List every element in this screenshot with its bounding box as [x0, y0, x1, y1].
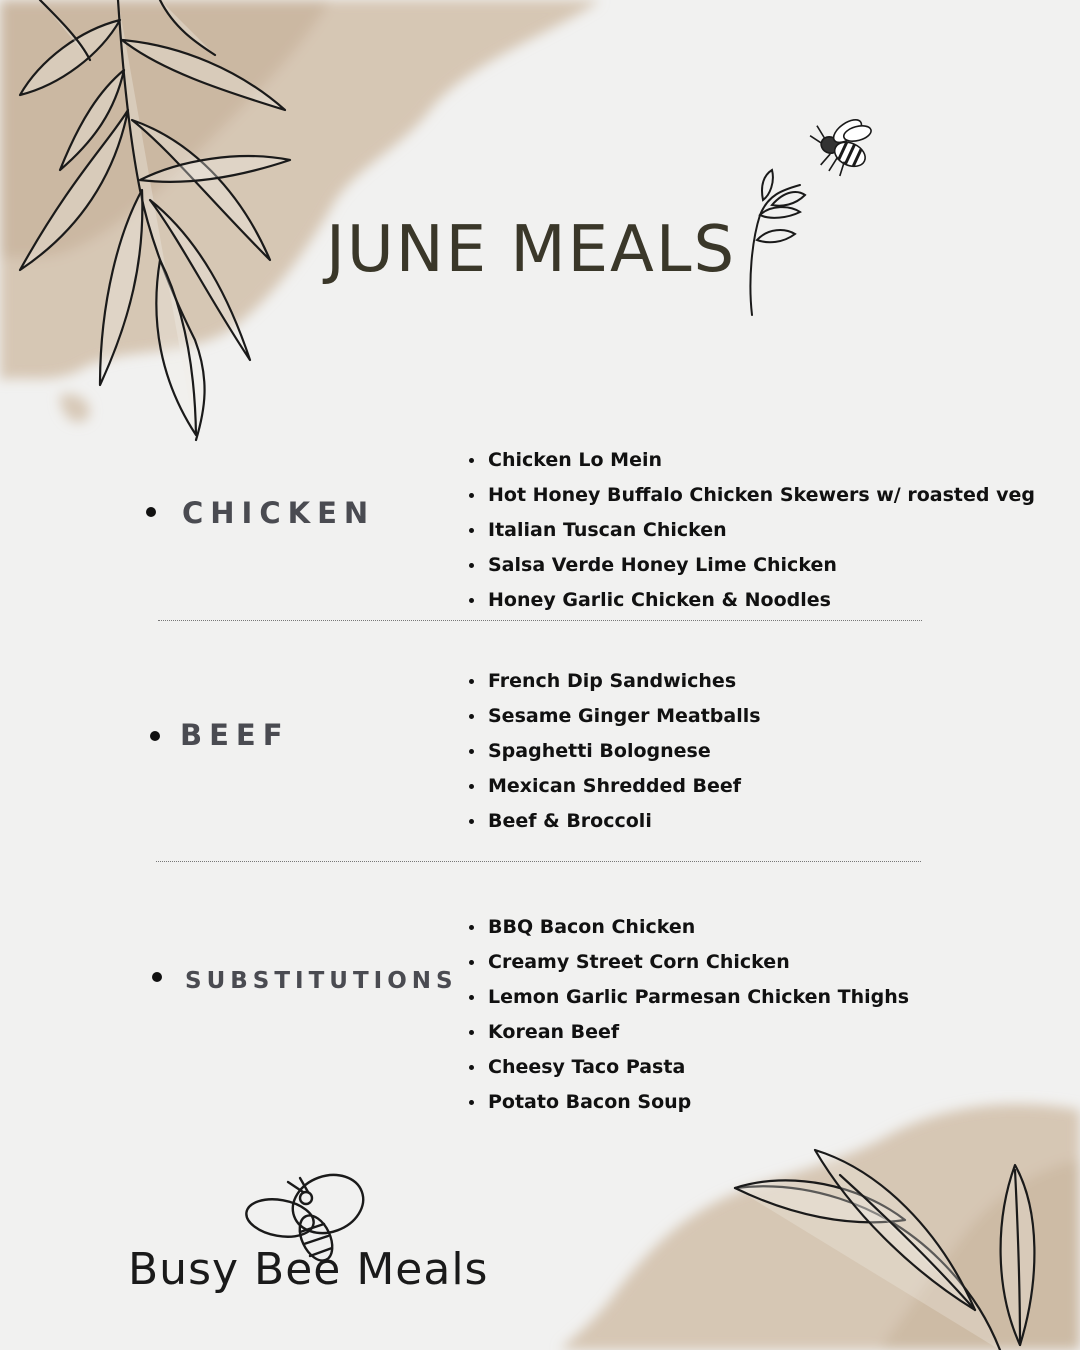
list-item: Hot Honey Buffalo Chicken Skewers w/ roasted veg [466, 478, 1035, 513]
page-title: JUNE MEALS [326, 213, 737, 287]
list-item: Italian Tuscan Chicken [466, 513, 1035, 548]
brand-logo [128, 1166, 489, 1306]
list-item: Chicken Lo Mein [466, 443, 1035, 478]
list-item: Honey Garlic Chicken & Noodles [466, 583, 1035, 618]
list-item: Mexican Shredded Beef [466, 769, 761, 804]
list-item: Spaghetti Bolognese [466, 734, 761, 769]
brand-name: Busy Bee Meals [128, 1244, 489, 1295]
list-item: Cheesy Taco Pasta [466, 1050, 909, 1085]
list-item: Lemon Garlic Parmesan Chicken Thighs [466, 980, 909, 1015]
list-item: Potato Bacon Soup [466, 1085, 909, 1120]
list-item: Beef & Broccoli [466, 804, 761, 839]
category-label: SUBSTITUTIONS [185, 968, 458, 994]
list-item: Salsa Verde Honey Lime Chicken [466, 548, 1035, 583]
list-item: Creamy Street Corn Chicken [466, 945, 909, 980]
category-label: BEEF [180, 718, 290, 752]
list-item: BBQ Bacon Chicken [466, 910, 909, 945]
list-item: French Dip Sandwiches [466, 664, 761, 699]
category-label: CHICKEN [182, 496, 376, 530]
list-item: Korean Beef [466, 1015, 909, 1050]
list-item: Sesame Ginger Meatballs [466, 699, 761, 734]
